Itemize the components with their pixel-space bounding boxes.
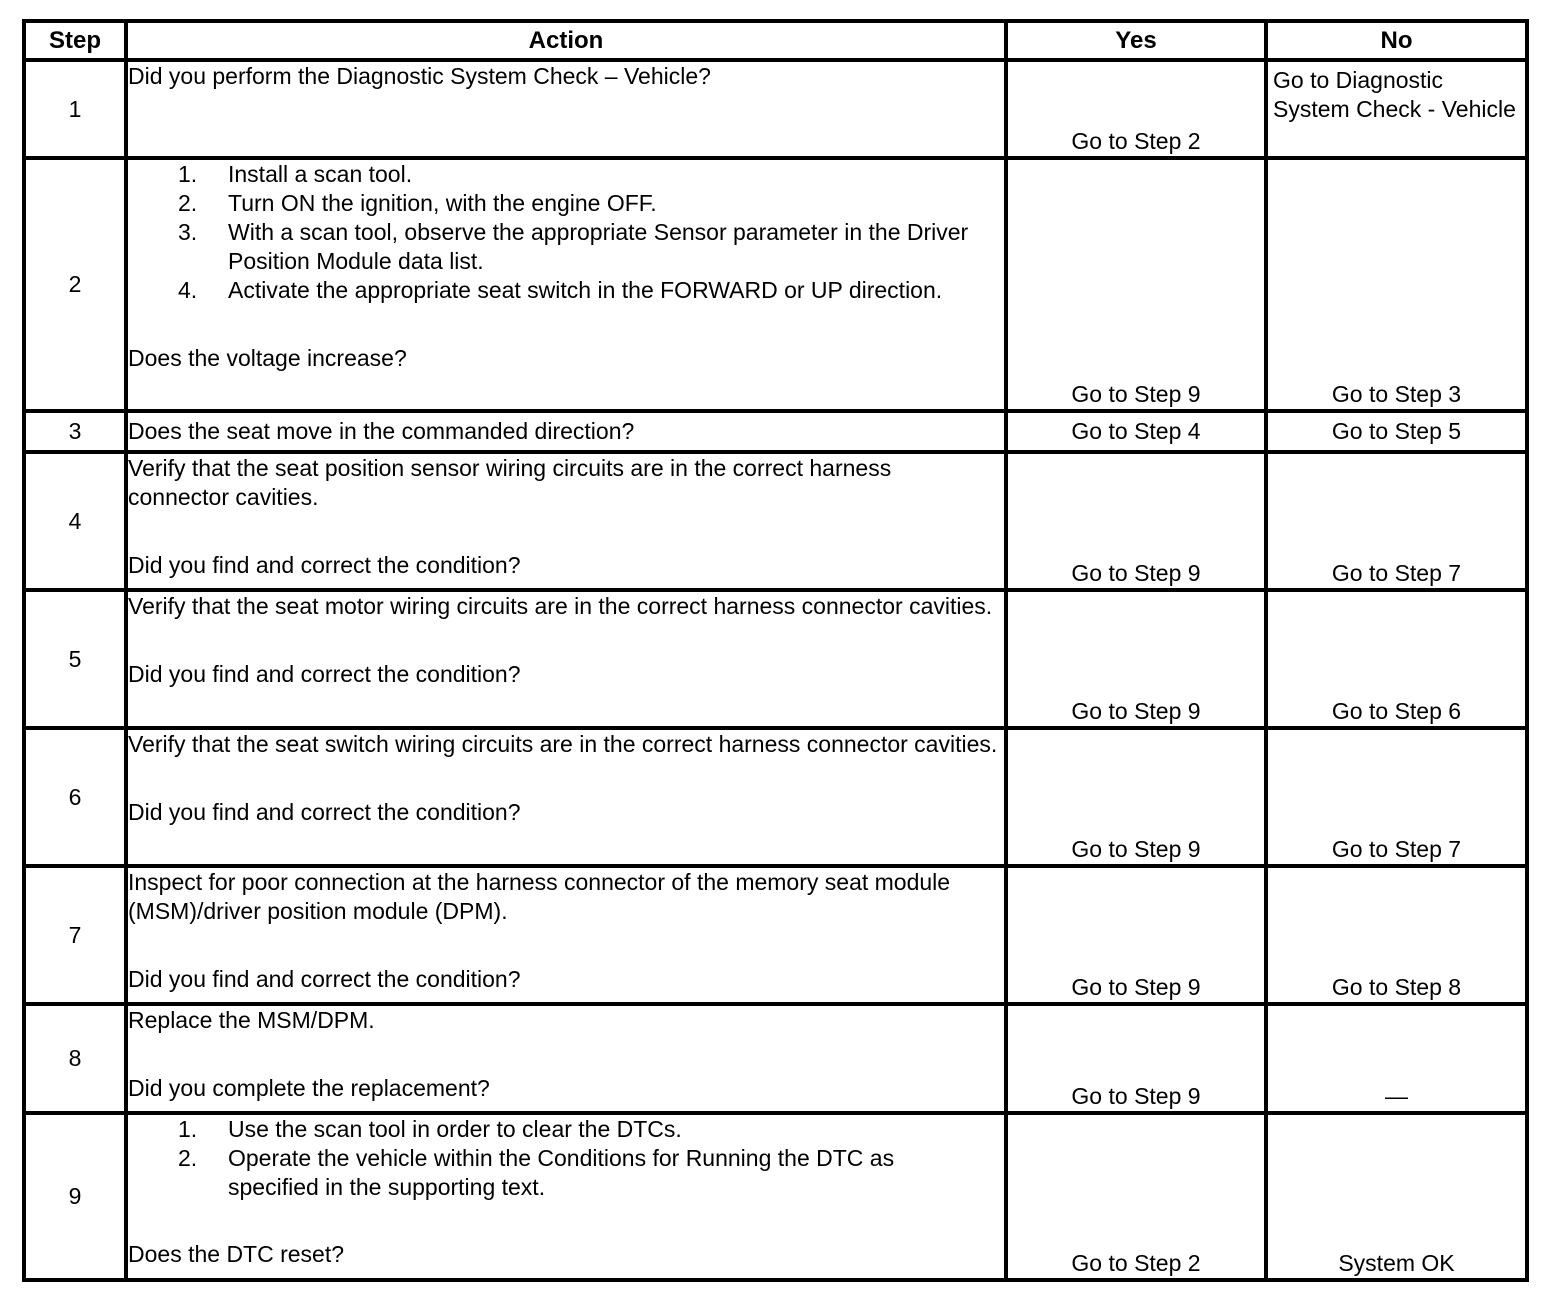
no-cell: Go to Diagnostic System Check - Vehicle — [1266, 60, 1527, 158]
action-question: Does the DTC reset? — [128, 1241, 345, 1267]
list-item: 2. Turn ON the ignition, with the engine OFF. — [178, 190, 657, 216]
step-number: 2 — [24, 158, 126, 411]
action-text: Verify that the seat position sensor wiring circuits are in the correct harness connector cavities. — [128, 455, 892, 510]
step-number: 3 — [24, 411, 126, 452]
action-cell — [126, 411, 1006, 452]
yes-cell: Go to Step 9 — [1006, 452, 1266, 590]
step-number: 5 — [24, 590, 126, 728]
yes-cell: Go to Step 9 — [1006, 590, 1266, 728]
action-question: Did you find and correct the condition? — [128, 799, 521, 825]
no-cell: Go to Step 7 — [1266, 452, 1527, 590]
table-row — [24, 1004, 1527, 1113]
action-text: Replace the MSM/DPM. — [128, 1007, 375, 1033]
instruction-list — [128, 160, 1004, 305]
header-step: Step — [24, 21, 126, 60]
step-number: 8 — [24, 1004, 126, 1113]
list-item: 4. Activate the appropriate seat switch in the FORWARD or UP direction. — [178, 277, 943, 303]
table-row — [24, 452, 1527, 590]
yes-cell: Go to Step 2 — [1006, 1113, 1266, 1280]
action-cell — [126, 728, 1006, 866]
diagnostic-table — [22, 19, 1529, 1282]
table-row — [24, 590, 1527, 728]
header-yes: Yes — [1006, 21, 1266, 60]
action-cell — [126, 1113, 1006, 1280]
list-item: 2. Operate the vehicle within the Conditions for Running the DTC as specified in the supporting text. — [178, 1145, 895, 1200]
no-cell: Go to Step 6 — [1266, 590, 1527, 728]
table-row — [24, 728, 1527, 866]
action-text: Verify that the seat motor wiring circuits are in the correct harness connector cavities. — [128, 593, 993, 619]
header-row — [24, 21, 1527, 60]
yes-cell: Go to Step 4 — [1006, 411, 1266, 452]
action-text: Inspect for poor connection at the harness connector of the memory seat module (MSM)/driver position module (DPM). — [128, 869, 951, 924]
no-cell: Go to Step 3 — [1266, 158, 1527, 411]
header-action: Action — [126, 21, 1006, 60]
action-cell — [126, 866, 1006, 1004]
yes-cell: Go to Step 9 — [1006, 728, 1266, 866]
action-cell — [126, 158, 1006, 411]
action-cell — [126, 60, 1006, 158]
step-number: 9 — [24, 1113, 126, 1280]
no-cell: System OK — [1266, 1113, 1527, 1280]
step-number: 4 — [24, 452, 126, 590]
no-cell: — — [1266, 1004, 1527, 1113]
yes-cell: Go to Step 2 — [1006, 60, 1266, 158]
action-question: Did you complete the replacement? — [128, 1075, 490, 1101]
action-cell — [126, 590, 1006, 728]
action-question: Did you find and correct the condition? — [128, 966, 521, 992]
action-question: Did you find and correct the condition? — [128, 552, 521, 578]
table-row — [24, 1113, 1527, 1280]
no-cell: Go to Step 5 — [1266, 411, 1527, 452]
header-no: No — [1266, 21, 1527, 60]
step-number: 1 — [24, 60, 126, 158]
action-text: Did you perform the Diagnostic System Check – Vehicle? — [128, 63, 711, 89]
list-item: 1. Use the scan tool in order to clear the DTCs. — [178, 1116, 682, 1142]
action-cell — [126, 1004, 1006, 1113]
action-question: Did you find and correct the condition? — [128, 661, 521, 687]
table-row — [24, 158, 1527, 411]
yes-cell: Go to Step 9 — [1006, 1004, 1266, 1113]
table-row — [24, 866, 1527, 1004]
list-item: 3. With a scan tool, observe the appropriate Sensor parameter in the Driver Position Module data list. — [178, 219, 969, 274]
yes-cell: Go to Step 9 — [1006, 866, 1266, 1004]
instruction-list — [128, 1115, 1004, 1202]
action-question: Does the voltage increase? — [128, 345, 407, 371]
yes-cell: Go to Step 9 — [1006, 158, 1266, 411]
step-number: 7 — [24, 866, 126, 1004]
action-text: Does the seat move in the commanded direction? — [128, 418, 635, 444]
table-row — [24, 411, 1527, 452]
no-cell: Go to Step 7 — [1266, 728, 1527, 866]
action-text: Verify that the seat switch wiring circuits are in the correct harness connector cavities. — [128, 731, 998, 757]
list-item: 1. Install a scan tool. — [178, 161, 413, 187]
no-cell: Go to Step 8 — [1266, 866, 1527, 1004]
step-number: 6 — [24, 728, 126, 866]
table-row — [24, 60, 1527, 158]
action-cell — [126, 452, 1006, 590]
